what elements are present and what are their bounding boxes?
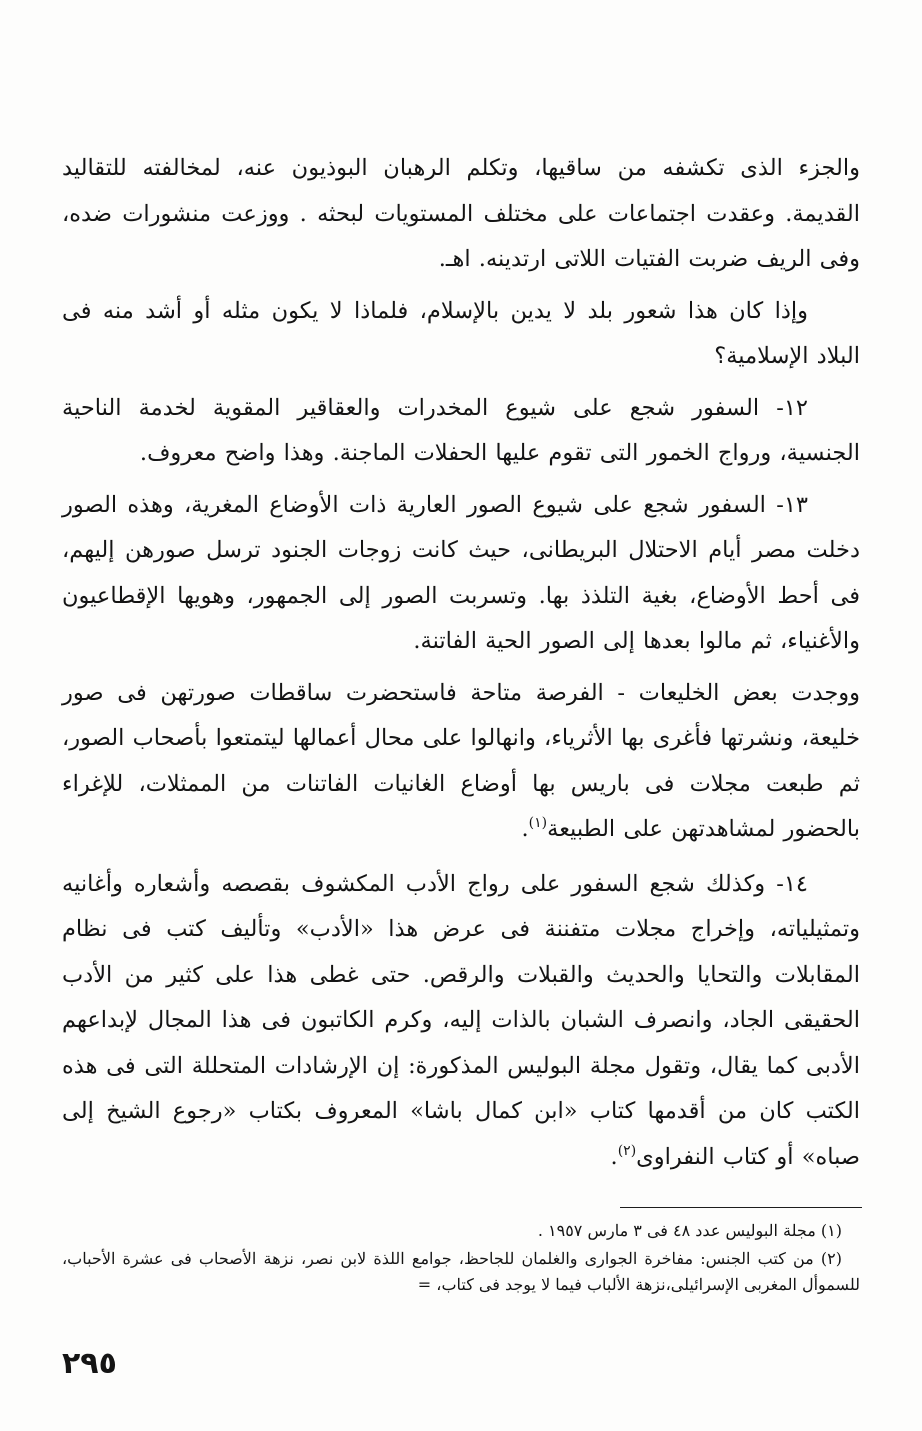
paragraph-6-end: . <box>610 1143 618 1170</box>
footnote-2: (٢) من كتب الجنس: مفاخرة الجوارى والغلمان للجاحظ، جوامع اللذة لابن نصر، نزهة الأصحاب فى عشرة الأحباب، للسموأل المغربى الإسرائيلى،نزهة الألباب فيما لا يوجد فى كتاب، = <box>62 1249 860 1294</box>
paragraph-2: وإذا كان هذا شعور بلد لا يدين بالإسلام، فلماذا لا يكون مثله أو أشد منه فى البلاد الإسلامية؟ <box>62 297 860 369</box>
footnote-1: (١) مجلة البوليس عدد ٤٨ فى ٣ مارس ١٩٥٧ . <box>537 1221 842 1240</box>
main-text <box>62 146 860 1189</box>
footnote-reference-1: (١) <box>528 815 548 831</box>
page-number: ٢٩٥ <box>62 1346 117 1381</box>
paragraph-item-13: ١٣- السفور شجع على شيوع الصور العارية ذات الأوضاع المغرية، وهذه الصور دخلت مصر أيام الاحتلال البريطانى، حيث كانت زوجات الجنود ترسل صورهن إليهم، فى أحط الأوضاع، بغية التلذذ بها. وتسربت الصور إلى الجمهور، وهويها الإقطاعيون والأغنياء، ثم مالوا بعدها إلى الصور الحية الفاتنة. <box>62 491 860 654</box>
paragraph-5 <box>62 671 860 856</box>
paragraph-6-text: ١٤- وكذلك شجع السفور على رواج الأدب المكشوف بقصصه وأشعاره وأغانيه وتمثيلياته، وإخراج مجلات متفننة فى عرض هذا «الأدب» وتأليف كتب فى نظام المقابلات والتحايا والحديث والقبلات والرقص. حتى غطى هذا على كثير من الأدب الحقيقى الجاد، وانصرف الشبان بالذات إليه، وكرم الكاتبون فى هذا المجال لإبداعهم الأدبى كما يقال، وتقول مجلة البوليس المذكورة: إن الإرشادات المتحللة التى فى هذه الكتب كان من أقدمها كتاب «ابن كمال باشا» المعروف بكتاب «رجوع الشيخ إلى صباه» أو كتاب النفراوى <box>62 870 860 1170</box>
footnote-reference-2: (٢) <box>617 1142 637 1159</box>
paragraph-1: والجزء الذى تكشفه من ساقيها، وتكلم الرهبان البوذيون عنه، لمخالفته للتقاليد القديمة. وعقدت اجتماعات على مختلف المستويات لبحثه . ووزعت منشورات ضده، وفى الريف ضربت الفتيات اللاتى ارتدينه. اهـ. <box>62 155 860 272</box>
paragraph-5-text: ووجدت بعض الخليعات - الفرصة متاحة فاستحضرت ساقطات صورتهن فى صور خليعة، ونشرتها فأغرى بها الأثرياء، وانهالوا على محال أعمالها ليتمتعوا بأصحاب الصور، ثم طبعت مجلات فى باريس بها أوضاع الغانيات الفاتنات من الممثلات، للإغراء بالحضور لمشاهدتهن على الطبيعة <box>62 679 860 842</box>
footnote-separator <box>620 1207 862 1208</box>
paragraph-5-end: . <box>521 816 529 842</box>
footnotes <box>62 1218 860 1300</box>
paragraph-item-14 <box>62 862 860 1184</box>
paragraph-item-12: ١٢- السفور شجع على شيوع المخدرات والعقاقير المقوية لخدمة الناحية الجنسية، ورواج الخمور التى تقوم عليها الحفلات الماجنة. وهذا واضح معروف. <box>62 394 860 466</box>
